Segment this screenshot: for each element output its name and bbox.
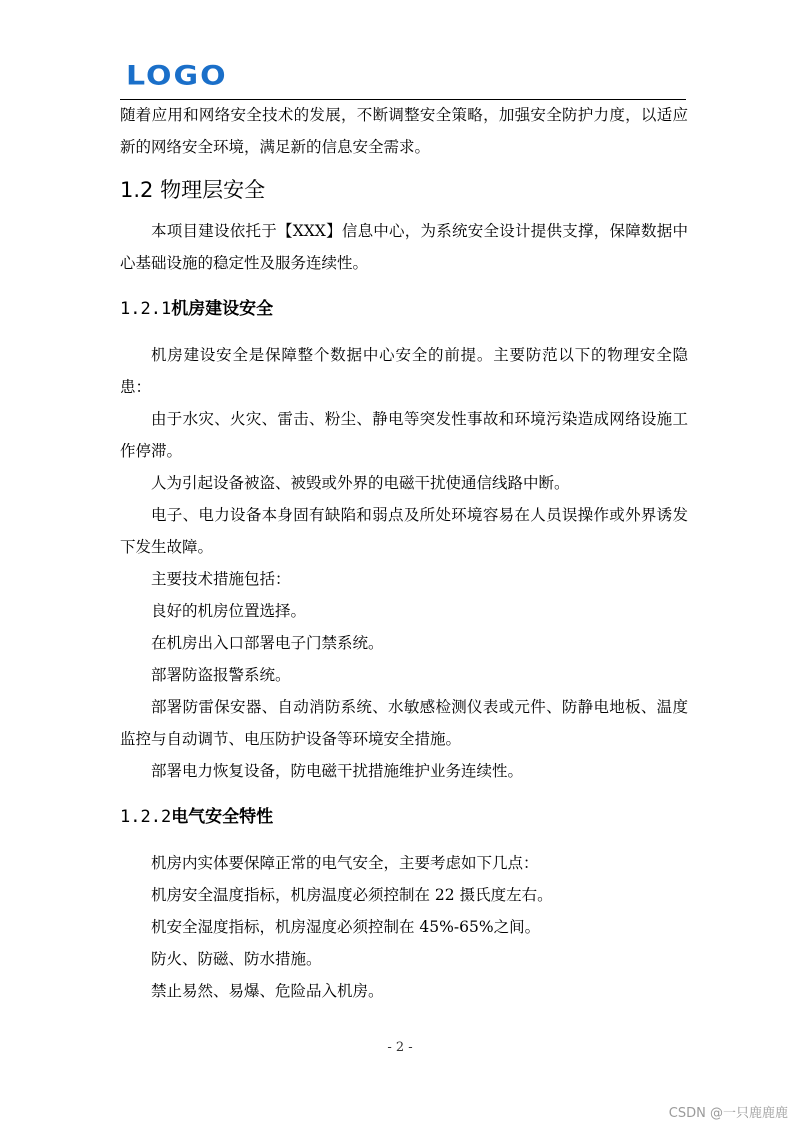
intro-paragraph: 随着应用和网络安全技术的发展，不断调整安全策略，加强安全防护力度，以适应新的网络安全环境，满足新的信息安全需求。 (120, 106, 688, 156)
paragraph: 在机房出入口部署电子门禁系统。 (151, 634, 384, 652)
page-number: - 2 - (387, 1040, 413, 1055)
document-body (120, 99, 688, 1007)
section-heading-1-2 (120, 171, 688, 209)
paragraph: 人为引起设备被盗、被毁或外界的电磁干扰使通信线路中断。 (151, 474, 570, 492)
section-1-2-paragraph: 本项目建设依托于【XXX】信息中心，为系统安全设计提供支撑，保障数据中心基础设施的稳定性及服务连续性。 (120, 222, 688, 272)
paragraph: 部署电力恢复设备，防电磁干扰措施维护业务连续性。 (151, 762, 524, 780)
paragraph: 电子、电力设备本身固有缺陷和弱点及所处环境容易在人员误操作或外界诱发下发生故障。 (120, 506, 688, 556)
watermark: CSDN @一只鹿鹿鹿 (668, 1106, 788, 1121)
section-title: 机房建设安全 (171, 299, 274, 319)
section-number: 1.2 (120, 178, 154, 202)
section-number: 1.2.1 (120, 299, 172, 319)
paragraph: 机房内实体要保障正常的电气安全，主要考虑如下几点： (151, 854, 539, 872)
paragraph: 机房安全温度指标，机房温度必须控制在 22 摄氏度左右。 (151, 886, 553, 904)
section-heading-1-2-1 (120, 293, 688, 325)
paragraph: 部署防盗报警系统。 (151, 666, 291, 684)
section-title: 电气安全特性 (171, 807, 274, 827)
paragraph: 由于水灾、火灾、雷击、粉尘、静电等突发性事故和环境污染造成网络设施工作停滞。 (120, 410, 688, 460)
section-number: 1.2.2 (120, 807, 172, 827)
paragraph: 主要技术措施包括： (151, 570, 291, 588)
paragraph: 禁止易然、易爆、危险品入机房。 (151, 982, 384, 1000)
section-title: 物理层安全 (160, 178, 266, 202)
paragraph: 防火、防磁、防水措施。 (151, 950, 322, 968)
section-heading-1-2-2 (120, 801, 688, 833)
paragraph: 良好的机房位置选择。 (151, 602, 307, 620)
paragraph: 部署防雷保安器、自动消防系统、水敏感检测仪表或元件、防静电地板、温度监控与自动调节、电压防护设备等环境安全措施。 (120, 698, 688, 748)
paragraph: 机安全湿度指标，机房湿度必须控制在 45%-65%之间。 (151, 918, 541, 936)
logo: LOGO (126, 60, 228, 92)
paragraph: 机房建设安全是保障整个数据中心安全的前提。主要防范以下的物理安全隐患： (120, 346, 688, 396)
